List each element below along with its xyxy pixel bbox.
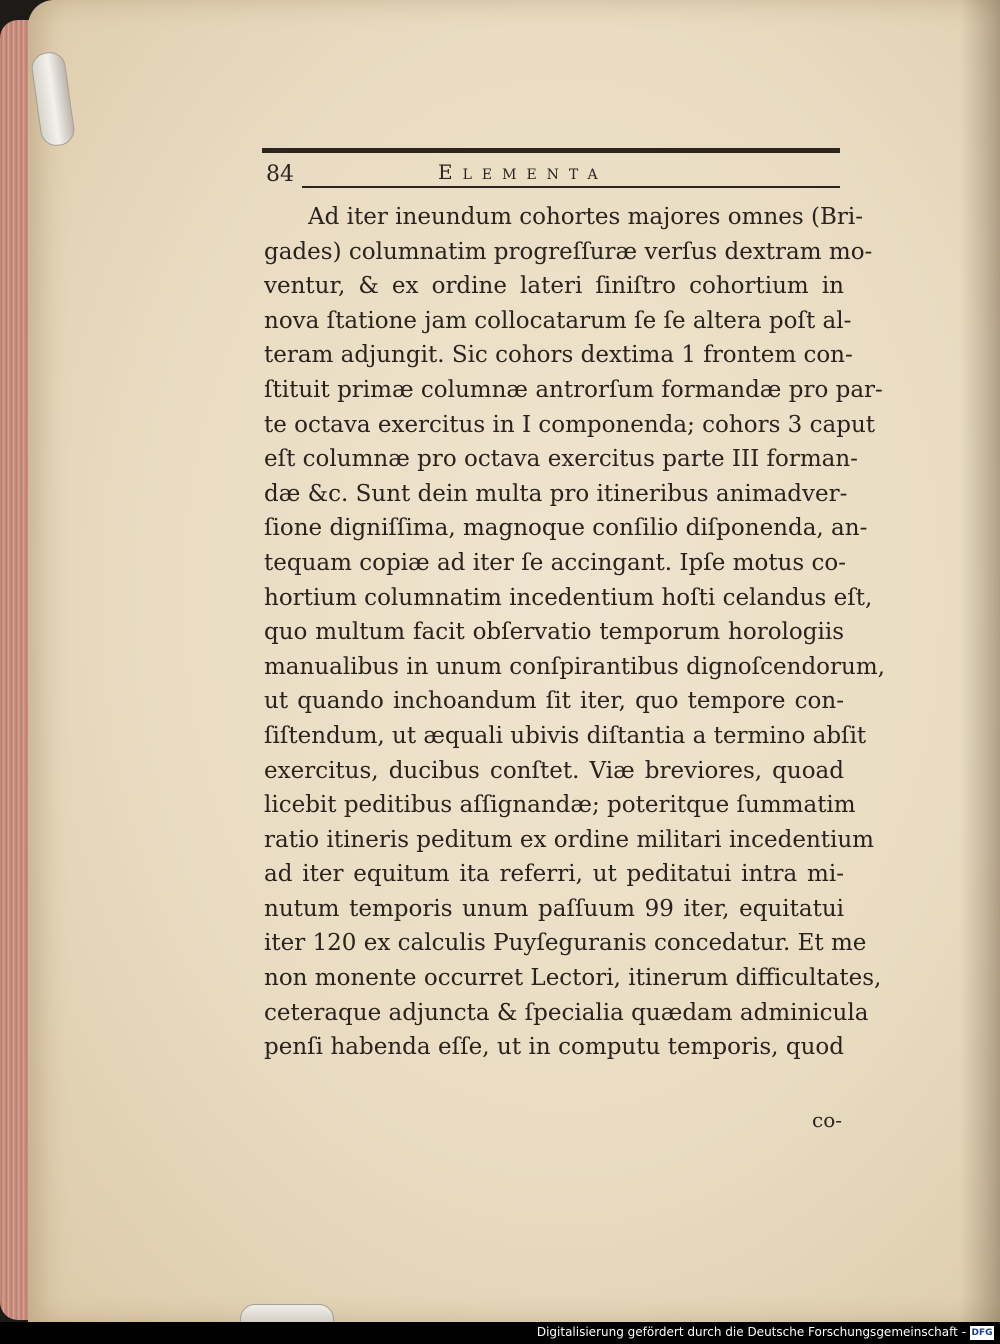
- text-line: hortium columnatim incedentium hoſti celandus eſt,: [264, 584, 873, 611]
- text-line: nutum temporis unum paſſuum 99 iter, equitatui: [264, 895, 844, 922]
- text-line: te octava exercitus in I componenda; cohors 3 caput: [264, 411, 875, 438]
- footer-bar: [0, 1322, 1000, 1344]
- text-line: quo multum facit obſervatio temporum horologiis: [264, 619, 844, 646]
- page-header: [262, 148, 840, 188]
- text-line: manualibus in unum conſpirantibus dignoſcendorum,: [264, 653, 885, 680]
- text-line: ſione digniſſima, magnoque conſilio diſponenda, an-: [264, 515, 868, 542]
- text-line: non monente occurret Lectori, itinerum difficultates,: [264, 965, 882, 992]
- text-line: ſiſtendum, ut æquali ubivis diſtantia a termino abſit: [264, 722, 867, 749]
- dfg-logo-icon: DFG: [971, 1328, 993, 1338]
- text-line: ſtituit primæ columnæ antrorſum formandæ pro par-: [264, 376, 883, 403]
- page-number: 84: [266, 162, 294, 187]
- text-line: exercitus, ducibus conſtet. Viæ breviores, quoad: [264, 757, 844, 784]
- footer-credit: Digitalisierung gefördert durch die Deutsche Forschungsgemeinschaft -: [536, 1325, 966, 1339]
- text-line: Ad iter ineundum cohortes majores omnes (Bri-: [308, 204, 863, 230]
- gutter-shadow: [960, 0, 1000, 1322]
- text-line: ratio itineris peditum ex ordine militari incedentium: [264, 826, 874, 853]
- text-line: penſi habenda eſſe, ut in computu temporis, quod: [264, 1034, 844, 1061]
- text-line: nova ſtatione jam collocatarum ſe ſe altera poſt al-: [264, 307, 852, 334]
- text-line: ut quando inchoandum ſit iter, quo tempore con-: [264, 688, 844, 715]
- text-line: ventur, & ex ordine lateri ſiniſtro cohortium in: [264, 273, 844, 300]
- text-line: gades) columnatim progreſſuræ verſus dextram mo-: [264, 238, 873, 265]
- body-text: [264, 200, 885, 1065]
- header-rule-top: [262, 148, 840, 153]
- text-line: iter 120 ex calculis Puyſeguranis concedatur. Et me: [264, 930, 867, 957]
- header-rule-bottom: [302, 186, 840, 188]
- catchword: co-: [812, 1108, 842, 1132]
- text-line: tequam copiæ ad iter ſe accingant. Ipſe motus co-: [264, 549, 846, 576]
- text-line: ceteraque adjuncta & ſpecialia quædam adminicula: [264, 999, 869, 1026]
- text-line: eſt columnæ pro octava exercitus parte III forman-: [264, 446, 858, 473]
- running-head: Elementa: [438, 160, 608, 184]
- text-line: dæ &c. Sunt dein multa pro itineribus animadver-: [264, 480, 848, 507]
- text-line: licebit peditibus aſſignandæ; poteritque ſummatim: [264, 792, 856, 819]
- text-line: teram adjungit. Sic cohors dextima 1 frontem con-: [264, 342, 853, 369]
- text-line: ad iter equitum ita referri, ut peditatui intra mi-: [264, 861, 844, 888]
